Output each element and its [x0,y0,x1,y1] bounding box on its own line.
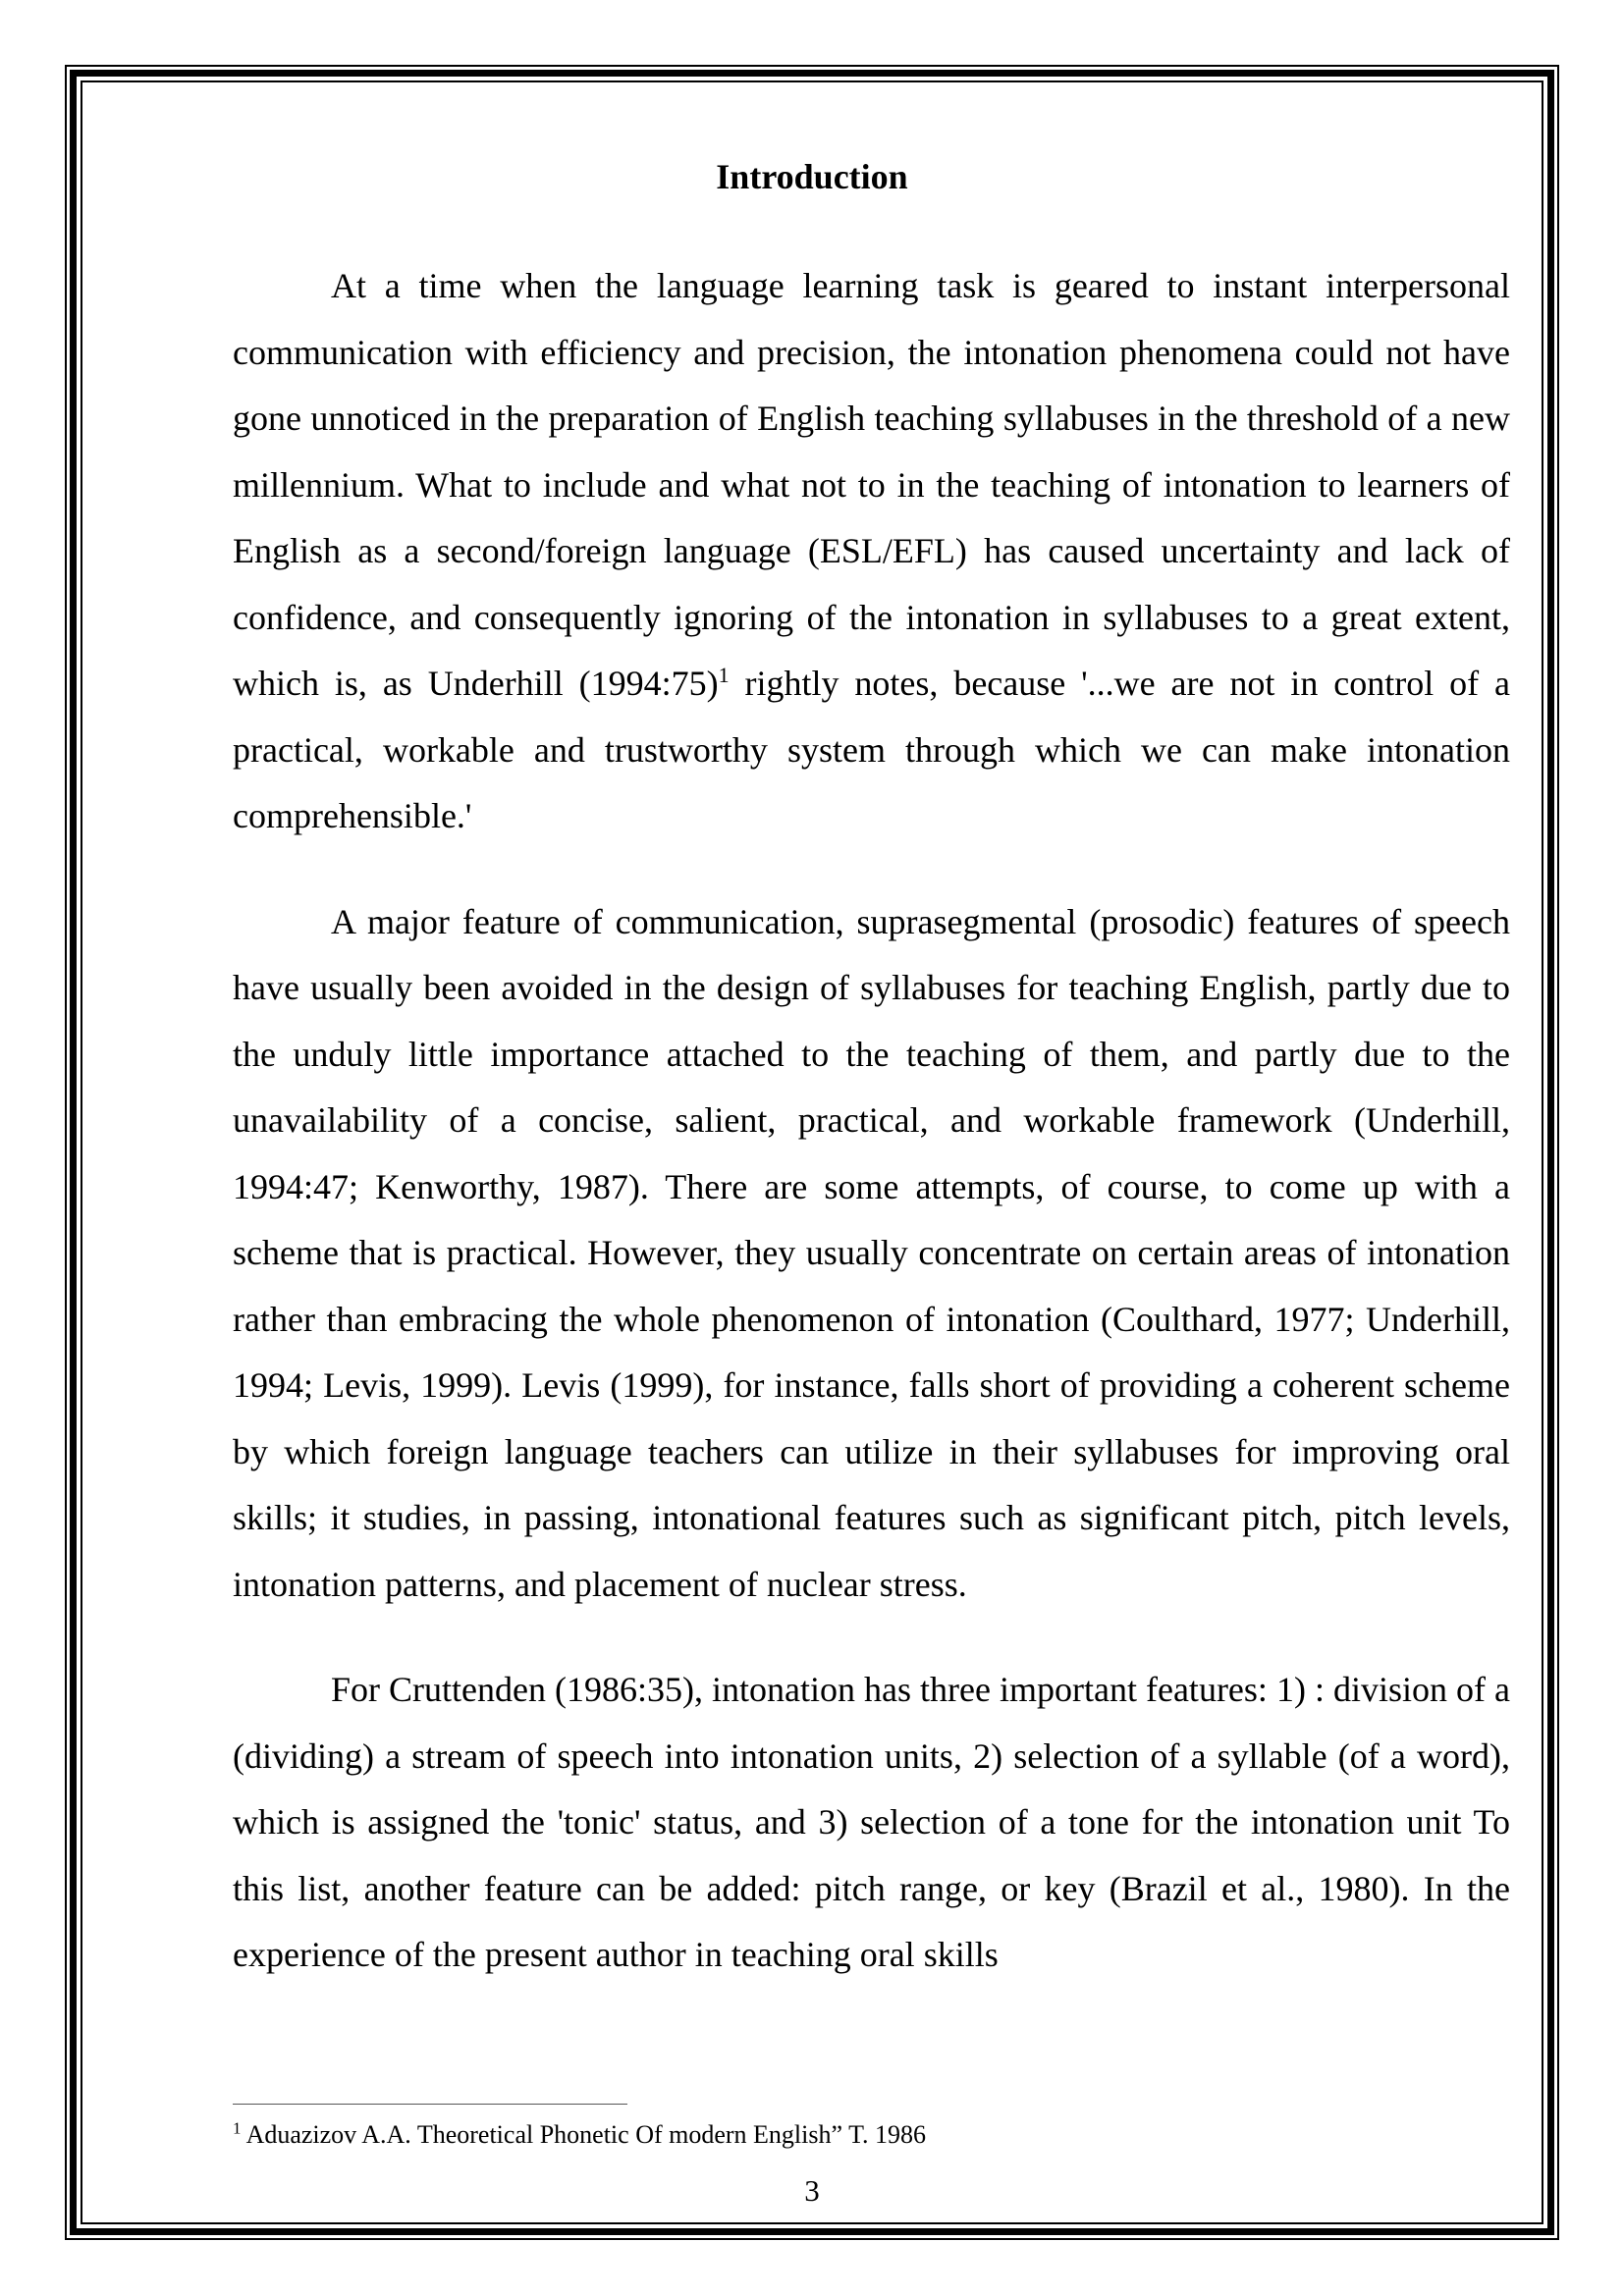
footnote [233,2118,1411,2152]
body-text [233,253,1510,2028]
page-number: 3 [804,2173,820,2208]
paragraph-2: A major feature of communication, suprasegmental (prosodic) features of speech have usually been avoided in the design of syllabuses for teaching English, partly due to the unduly little importance attached to the teaching of them, and partly due to the unavailability of a concise, salient, practical, and workable framework (Underhill, 1994:47; Kenworthy, 1987). There are some attempts, of course, to come up with a scheme that is practical. However, they usually concentrate on certain areas of intonation rather than embracing the whole phenomenon of intonation (Coulthard, 1977; Underhill, 1994; Levis, 1999). Levis (1999), for instance, falls short of providing a coherent scheme by which foreign language teachers can utilize in their syllabuses for improving oral skills; it studies, in passing, intonational features such as significant pitch, pitch levels, intonation patterns, and placement of nuclear stress. [233,901,1510,1604]
footnote-mark: 1 [233,2118,242,2138]
footnote-reference[interactable]: 1 [718,663,730,687]
paragraph-1 [233,253,1510,850]
section-heading: Introduction [716,157,908,196]
paragraph-3: For Cruttenden (1986:35), intonation has three important features: 1) : division of a (dividing) a stream of speech into intonation units, 2) selection of a syllable (of a word), which is assigned the 'tonic' status, and 3) selection of a tone for the intonation unit To this list, another feature can be added: pitch range, or key (Brazil et al., 1980). In the experience of the present author in teaching oral skills [233,1670,1510,1974]
paragraph-1-text: At a time when the language learning task is geared to instant interpersonal communication with efficiency and precision, the intonation phenomena could not have gone unnoticed in the preparation of English teaching syllabuses in the threshold of a new millennium. What to include and what not to in the teaching of intonation to learners of English as a second/foreign language (ESL/EFL) has caused uncertainty and lack of confidence, and consequently ignoring of the intonation in syllabuses to a great extent, which is, as Underhill (1994:75) [233,266,1510,703]
footnote-text: Aduazizov A.A. Theoretical Phonetic Of modern English” T. 1986 [241,2120,927,2149]
footnote-separator [233,2104,627,2105]
paragraph-1-text-continued: rightly notes, because '...we are not in control of a practical, workable and trustworthy system through which we can make intonation comprehensible.' [233,664,1510,835]
